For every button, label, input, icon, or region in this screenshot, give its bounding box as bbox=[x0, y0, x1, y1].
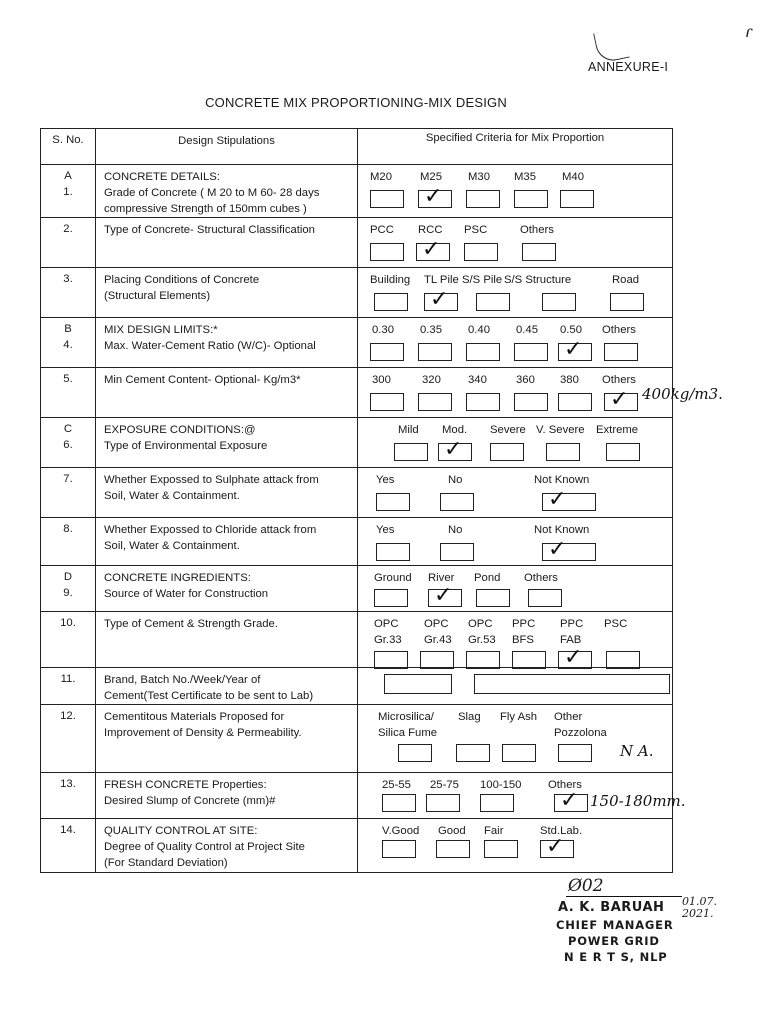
option-sublabel: Silica Fume bbox=[378, 727, 438, 739]
signatory-unit: N E R T S, NLP bbox=[564, 950, 668, 964]
option-label: 0.40 bbox=[468, 324, 490, 336]
row-sno: 5. bbox=[41, 368, 96, 418]
row-stipulation: Whether Expossed to Chloride attack from Soil, Water & Containment. bbox=[96, 518, 358, 566]
option-label: Microsilica/ bbox=[378, 711, 434, 723]
option-checkbox[interactable] bbox=[436, 840, 470, 858]
option-sublabel: Gr.43 bbox=[424, 634, 452, 646]
option-checkbox[interactable] bbox=[542, 487, 596, 512]
option-label: 360 bbox=[516, 374, 535, 386]
row-stipulation: FRESH CONCRETE Properties: Desired Slump of Concrete (mm)# bbox=[96, 773, 358, 819]
option-checkbox[interactable] bbox=[514, 343, 548, 361]
table-row bbox=[41, 566, 673, 612]
option-sublabel: Gr.53 bbox=[468, 634, 496, 646]
row-stipulation: CONCRETE DETAILS: Grade of Concrete ( M 20 to M 60- 28 days compressive Strength of 150mm cubes ) bbox=[96, 165, 358, 218]
check-mark-icon: ✓ bbox=[548, 487, 567, 512]
option-sublabel: Pozzolona bbox=[554, 727, 607, 739]
signatory-org: POWER GRID bbox=[568, 934, 660, 948]
option-checkbox[interactable] bbox=[374, 293, 408, 311]
option-label: Other bbox=[554, 711, 583, 723]
option-label: 380 bbox=[560, 374, 579, 386]
handwritten-stroke-top bbox=[593, 27, 630, 64]
option-label: 0.30 bbox=[372, 324, 394, 336]
option-checkbox[interactable] bbox=[560, 190, 594, 208]
row-criteria bbox=[358, 418, 673, 468]
option-label: Severe bbox=[490, 424, 526, 436]
option-label: 0.50 bbox=[560, 324, 582, 336]
check-mark-icon: ✓ bbox=[548, 537, 567, 562]
table-row bbox=[41, 668, 673, 705]
table-row bbox=[41, 468, 673, 518]
signatory-name: A. K. BARUAH bbox=[558, 900, 665, 915]
option-label: Extreme bbox=[596, 424, 639, 436]
option-label: 320 bbox=[422, 374, 441, 386]
row-criteria bbox=[358, 668, 673, 705]
option-label: Not Known bbox=[534, 524, 590, 536]
option-checkbox[interactable] bbox=[398, 744, 432, 762]
check-mark-icon: ✓ bbox=[560, 788, 579, 813]
row-criteria bbox=[358, 819, 673, 873]
option-label: RCC bbox=[418, 224, 443, 236]
brand-input-box[interactable] bbox=[384, 674, 452, 694]
option-label: 340 bbox=[468, 374, 487, 386]
option-checkbox[interactable] bbox=[376, 543, 410, 561]
option-checkbox[interactable] bbox=[420, 651, 454, 669]
option-label: M20 bbox=[370, 171, 392, 183]
row-stipulation: CONCRETE INGREDIENTS: Source of Water for Construction bbox=[96, 566, 358, 612]
option-label: Not Known bbox=[534, 474, 590, 486]
row-stipulation: Whether Expossed to Sulphate attack from Soil, Water & Containment. bbox=[96, 468, 358, 518]
mix-design-table bbox=[40, 128, 723, 873]
option-label: Others bbox=[520, 224, 554, 236]
document-title: CONCRETE MIX PROPORTIONING-MIX DESIGN bbox=[205, 95, 507, 110]
option-checkbox[interactable] bbox=[440, 493, 474, 511]
row-criteria bbox=[358, 268, 673, 318]
option-label: PPC bbox=[512, 618, 536, 630]
option-label: No bbox=[448, 474, 463, 486]
option-checkbox[interactable] bbox=[456, 744, 490, 762]
option-label: Good bbox=[438, 825, 466, 837]
row-sno: 13. bbox=[41, 773, 96, 819]
table-row bbox=[41, 612, 673, 668]
option-label: Std.Lab. bbox=[540, 825, 583, 837]
option-label: 25-55 bbox=[382, 779, 411, 791]
row-stipulation: Placing Conditions of Concrete (Structural Elements) bbox=[96, 268, 358, 318]
option-label: M40 bbox=[562, 171, 584, 183]
option-checkbox[interactable] bbox=[558, 744, 592, 762]
annexure-label: ANNEXURE-I bbox=[588, 60, 669, 74]
handwritten-entry: 400kg/m3. bbox=[642, 385, 723, 403]
row-sno: 7. bbox=[41, 468, 96, 518]
signatory-designation: CHIEF MANAGER bbox=[556, 918, 674, 932]
row-sno: 2. bbox=[41, 218, 96, 268]
check-mark-icon: ✓ bbox=[434, 583, 453, 608]
option-label: Others bbox=[602, 374, 636, 386]
option-label: Ground bbox=[374, 572, 412, 584]
option-checkbox[interactable] bbox=[466, 343, 500, 361]
row-sno: C 6. bbox=[41, 418, 96, 468]
option-checkbox[interactable] bbox=[522, 243, 556, 261]
option-checkbox[interactable] bbox=[370, 343, 404, 361]
option-checkbox[interactable] bbox=[418, 343, 452, 361]
option-label: Mild bbox=[398, 424, 419, 436]
row-stipulation: Cementitous Materials Proposed for Improvement of Density & Permeability. bbox=[96, 705, 358, 773]
option-label: Mod. bbox=[442, 424, 468, 436]
row-criteria bbox=[358, 368, 723, 418]
option-label: V. Severe bbox=[536, 424, 585, 436]
table-row bbox=[41, 368, 673, 418]
option-checkbox[interactable] bbox=[464, 243, 498, 261]
option-checkbox[interactable] bbox=[558, 337, 592, 362]
option-checkbox[interactable] bbox=[394, 443, 428, 461]
option-checkbox[interactable] bbox=[490, 443, 524, 461]
option-checkbox[interactable] bbox=[466, 393, 500, 411]
row-sno: 3. bbox=[41, 268, 96, 318]
row-criteria bbox=[358, 705, 673, 773]
option-checkbox[interactable] bbox=[416, 237, 450, 262]
option-label: Others bbox=[524, 572, 558, 584]
option-label: River bbox=[428, 572, 455, 584]
option-checkbox[interactable] bbox=[514, 393, 548, 411]
row-stipulation: EXPOSURE CONDITIONS:@ Type of Environmental Exposure bbox=[96, 418, 358, 468]
option-checkbox[interactable] bbox=[466, 651, 500, 669]
option-checkbox[interactable] bbox=[610, 293, 644, 311]
row-sno: A 1. bbox=[41, 165, 96, 218]
table-row bbox=[41, 773, 673, 819]
option-label: 0.35 bbox=[420, 324, 442, 336]
option-checkbox[interactable] bbox=[542, 537, 596, 562]
option-checkbox[interactable] bbox=[512, 651, 546, 669]
batch-input-box[interactable] bbox=[474, 674, 670, 694]
option-label: 100-150 bbox=[480, 779, 522, 791]
option-label: Yes bbox=[376, 524, 395, 536]
row-stipulation: Type of Concrete- Structural Classification bbox=[96, 218, 358, 268]
row-sno: D 9. bbox=[41, 566, 96, 612]
table-header-row bbox=[41, 129, 673, 165]
option-checkbox[interactable] bbox=[428, 583, 462, 608]
option-label: 300 bbox=[372, 374, 391, 386]
option-label: Pond bbox=[474, 572, 501, 584]
row-sno: B 4. bbox=[41, 318, 96, 368]
row-sno: 8. bbox=[41, 518, 96, 566]
option-checkbox[interactable] bbox=[476, 293, 510, 311]
corner-handwritten-mark: ɾ bbox=[745, 22, 753, 41]
option-checkbox[interactable] bbox=[528, 589, 562, 607]
table-row bbox=[41, 165, 673, 218]
check-mark-icon: ✓ bbox=[546, 834, 565, 859]
row-criteria bbox=[358, 165, 673, 218]
row-criteria bbox=[358, 218, 673, 268]
check-mark-icon: ✓ bbox=[422, 237, 441, 262]
signature-line bbox=[566, 896, 682, 897]
row-sno: 14. bbox=[41, 819, 96, 873]
header-criteria: Specified Criteria for Mix Proportion bbox=[358, 129, 673, 165]
option-checkbox[interactable] bbox=[558, 393, 592, 411]
row-criteria bbox=[358, 468, 673, 518]
mix-design-form bbox=[40, 128, 723, 869]
row-criteria bbox=[358, 773, 686, 819]
handwritten-signature: Ø02 bbox=[568, 876, 604, 896]
option-checkbox[interactable] bbox=[484, 840, 518, 858]
option-checkbox[interactable] bbox=[370, 243, 404, 261]
option-label: 25-75 bbox=[430, 779, 459, 791]
option-label: Others bbox=[548, 779, 582, 791]
table-row bbox=[41, 705, 673, 773]
option-label: No bbox=[448, 524, 463, 536]
option-checkbox[interactable] bbox=[440, 543, 474, 561]
option-sublabel: Gr.33 bbox=[374, 634, 402, 646]
option-label: Others bbox=[602, 324, 636, 336]
row-stipulation: Brand, Batch No./Week/Year of Cement(Test Certificate to be sent to Lab) bbox=[96, 668, 358, 705]
option-label: Fair bbox=[484, 825, 504, 837]
option-label: Slag bbox=[458, 711, 481, 723]
table-row bbox=[41, 518, 673, 566]
option-checkbox[interactable] bbox=[466, 190, 500, 208]
check-mark-icon: ✓ bbox=[564, 645, 583, 670]
option-checkbox[interactable] bbox=[502, 744, 536, 762]
option-label: 0.45 bbox=[516, 324, 538, 336]
option-checkbox[interactable] bbox=[374, 589, 408, 607]
table-row bbox=[41, 268, 673, 318]
option-label: PSC bbox=[604, 618, 628, 630]
option-checkbox[interactable] bbox=[374, 651, 408, 669]
row-stipulation: QUALITY CONTROL AT SITE: Degree of Quality Control at Project Site (For Standard Deviation) bbox=[96, 819, 358, 873]
row-sno: 11. bbox=[41, 668, 96, 705]
option-label: M30 bbox=[468, 171, 490, 183]
row-stipulation: Type of Cement & Strength Grade. bbox=[96, 612, 358, 668]
header-stipulations: Design Stipulations bbox=[96, 129, 358, 165]
option-checkbox[interactable] bbox=[604, 387, 638, 412]
option-label: PSC bbox=[464, 224, 488, 236]
option-label: Building bbox=[370, 274, 411, 286]
row-stipulation: MIX DESIGN LIMITS:* Max. Water-Cement Ratio (W/C)- Optional bbox=[96, 318, 358, 368]
option-label: PPC bbox=[560, 618, 584, 630]
option-label: OPC bbox=[424, 618, 449, 630]
option-label: Fly Ash bbox=[500, 711, 538, 723]
option-checkbox[interactable] bbox=[558, 645, 592, 670]
option-checkbox[interactable] bbox=[418, 184, 452, 209]
option-checkbox[interactable] bbox=[606, 651, 640, 669]
option-checkbox[interactable] bbox=[554, 788, 588, 813]
check-mark-icon: ✓ bbox=[430, 287, 449, 312]
option-checkbox[interactable] bbox=[370, 190, 404, 208]
signature-date: 01.07. 2021. bbox=[682, 895, 717, 920]
option-checkbox[interactable] bbox=[418, 393, 452, 411]
option-checkbox[interactable] bbox=[424, 287, 458, 312]
handwritten-entry: 150-180mm. bbox=[590, 792, 686, 810]
option-label: M35 bbox=[514, 171, 536, 183]
table-row bbox=[41, 218, 673, 268]
option-checkbox[interactable] bbox=[514, 190, 548, 208]
option-checkbox[interactable] bbox=[376, 493, 410, 511]
option-checkbox[interactable] bbox=[604, 343, 638, 361]
option-checkbox[interactable] bbox=[438, 437, 472, 462]
option-checkbox[interactable] bbox=[542, 293, 576, 311]
row-criteria bbox=[358, 612, 673, 668]
option-checkbox[interactable] bbox=[546, 443, 580, 461]
handwritten-entry: N A. bbox=[620, 742, 654, 760]
row-criteria bbox=[358, 566, 673, 612]
option-label: Yes bbox=[376, 474, 395, 486]
row-sno: 10. bbox=[41, 612, 96, 668]
option-checkbox[interactable] bbox=[606, 443, 640, 461]
option-label: PCC bbox=[370, 224, 394, 236]
option-checkbox[interactable] bbox=[382, 794, 416, 812]
row-sno: 12. bbox=[41, 705, 96, 773]
option-label: V.Good bbox=[382, 825, 420, 837]
option-sublabel: FAB bbox=[560, 634, 582, 646]
option-checkbox[interactable] bbox=[476, 589, 510, 607]
option-label: S/S Pile bbox=[462, 274, 503, 286]
option-checkbox[interactable] bbox=[540, 834, 574, 859]
table-row bbox=[41, 318, 673, 368]
table-row bbox=[41, 819, 673, 873]
option-sublabel: BFS bbox=[512, 634, 534, 646]
option-label: OPC bbox=[374, 618, 399, 630]
option-checkbox[interactable] bbox=[480, 794, 514, 812]
check-mark-icon: ✓ bbox=[564, 337, 583, 362]
check-mark-icon: ✓ bbox=[444, 437, 463, 462]
option-label: OPC bbox=[468, 618, 493, 630]
option-label: M25 bbox=[420, 171, 442, 183]
option-checkbox[interactable] bbox=[370, 393, 404, 411]
row-criteria bbox=[358, 318, 673, 368]
header-sno: S. No. bbox=[41, 129, 96, 165]
table-row bbox=[41, 418, 673, 468]
check-mark-icon: ✓ bbox=[424, 184, 443, 209]
option-checkbox[interactable] bbox=[382, 840, 416, 858]
option-label: Road bbox=[612, 274, 640, 286]
option-label: TL Pile bbox=[424, 274, 459, 286]
option-label: S/S Structure bbox=[504, 274, 572, 286]
row-stipulation: Min Cement Content- Optional- Kg/m3* bbox=[96, 368, 358, 418]
check-mark-icon: ✓ bbox=[610, 387, 629, 412]
row-criteria bbox=[358, 518, 673, 566]
option-checkbox[interactable] bbox=[426, 794, 460, 812]
